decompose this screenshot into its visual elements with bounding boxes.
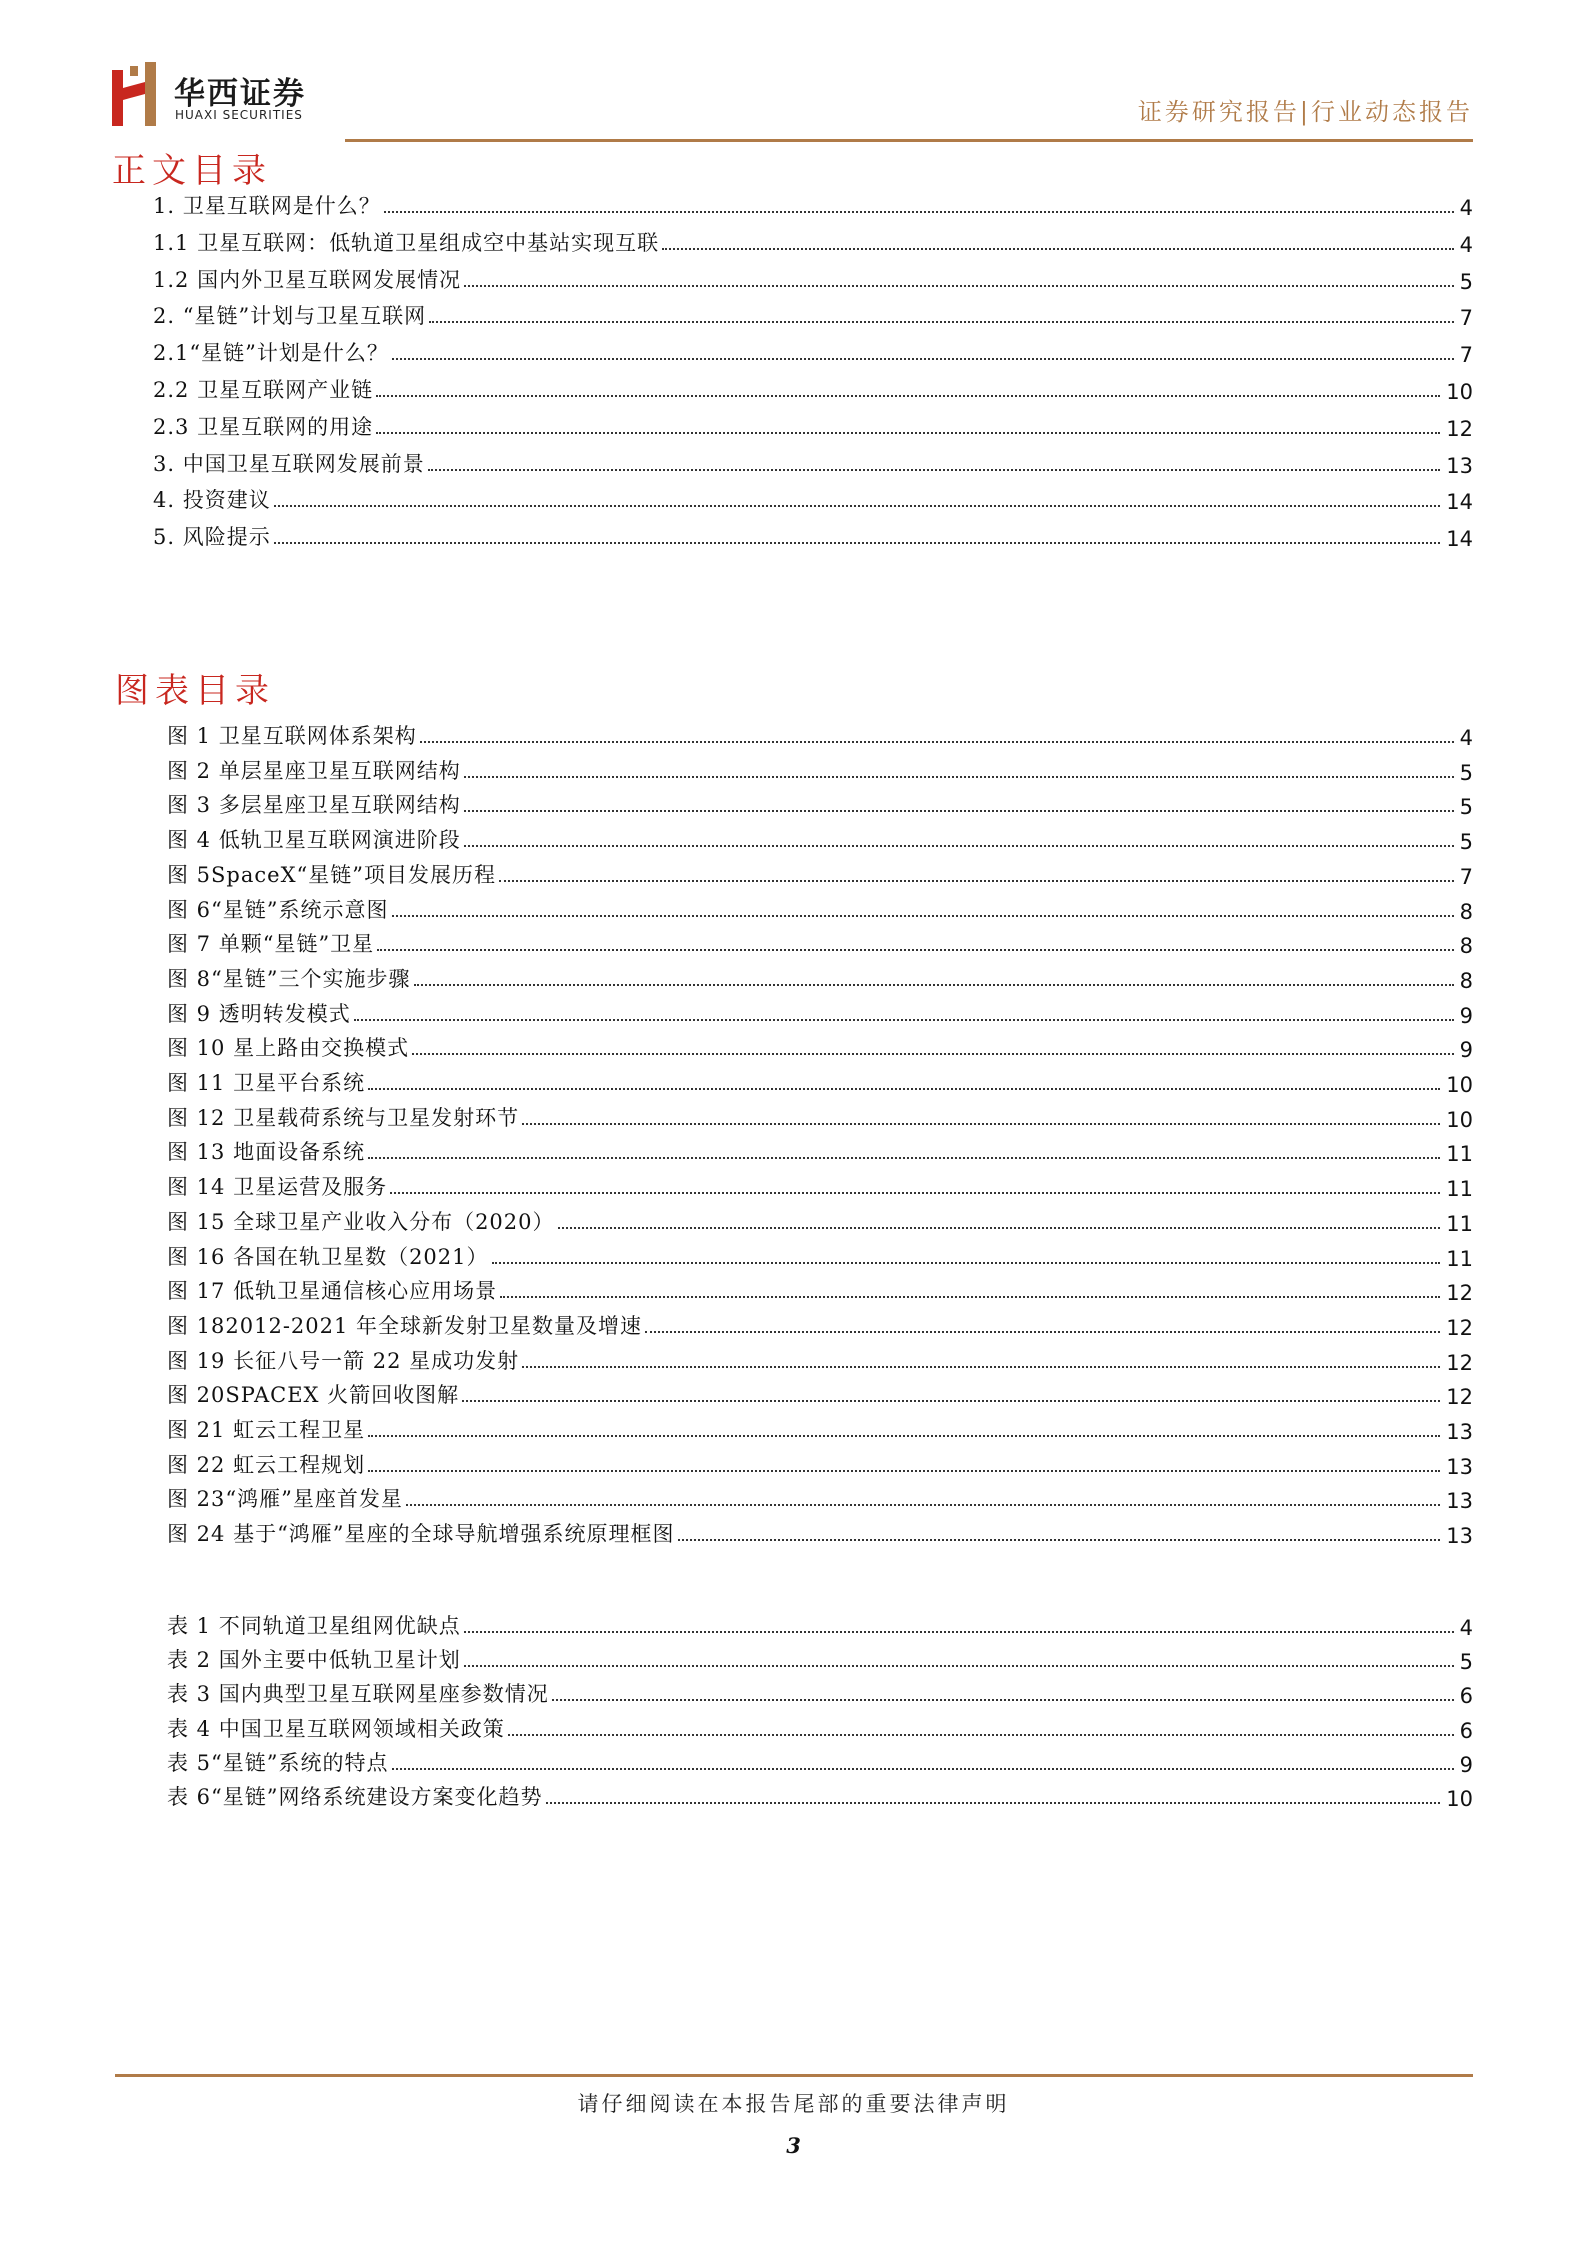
figure-entry-label: 图 10 星上路由交换模式 [167, 1036, 410, 1061]
toc-entry-page-number: 14 [1446, 527, 1473, 552]
figure-entry[interactable] [167, 1200, 1473, 1236]
figure-entry-label: 图 14 卫星运营及服务 [167, 1175, 388, 1200]
dot-leader [392, 1768, 1454, 1770]
figure-entry-label: 图 22 虹云工程规划 [167, 1452, 366, 1477]
dot-leader [500, 1296, 1440, 1298]
figure-entry[interactable] [167, 1339, 1473, 1375]
dot-leader [390, 1192, 1440, 1194]
toc-entry[interactable] [153, 515, 1473, 551]
dot-leader [522, 1366, 1440, 1368]
dot-leader [464, 776, 1454, 778]
page-header [0, 0, 1587, 150]
toc-entry-page-number: 7 [1459, 306, 1473, 331]
toc-entry-label: 1.2 国内外卫星互联网发展情况 [153, 267, 462, 292]
figure-entry-page-number: 11 [1446, 1177, 1473, 1202]
dot-leader [462, 1400, 1440, 1402]
toc-entry[interactable] [153, 258, 1473, 294]
dot-leader [464, 1665, 1454, 1667]
figure-entry[interactable] [167, 853, 1473, 889]
table-entry-page-number: 6 [1459, 1718, 1473, 1743]
dot-leader [368, 1470, 1440, 1472]
figure-entry[interactable] [167, 714, 1473, 750]
dot-leader [428, 469, 1441, 471]
figure-entry-page-number: 10 [1446, 1107, 1473, 1132]
figure-entry-page-number: 5 [1459, 830, 1473, 855]
dot-leader [392, 358, 1454, 360]
figure-entry-page-number: 8 [1459, 968, 1473, 993]
dot-leader [376, 432, 1440, 434]
figure-entry-page-number: 4 [1459, 726, 1473, 750]
figure-entry-label: 图 7 单颗“星链”卫星 [167, 932, 375, 957]
toc-entry-page-number: 5 [1459, 269, 1473, 294]
figure-entry-label: 图 4 低轨卫星互联网演进阶段 [167, 828, 461, 853]
figure-entry-label: 图 5SpaceX“星链”项目发展历程 [167, 862, 496, 887]
huaxi-logo-icon [112, 62, 162, 128]
figure-entry-label: 图 20SPACEX 火箭回收图解 [167, 1383, 460, 1408]
figure-entry[interactable] [167, 1269, 1473, 1305]
figure-entry-label: 图 3 多层星座卫星互联网结构 [167, 793, 461, 818]
figure-entry[interactable] [167, 1408, 1473, 1444]
toc-entry[interactable] [153, 184, 1473, 220]
dot-leader [368, 1435, 1440, 1437]
figure-entry-label: 图 2 单层星座卫星互联网结构 [167, 758, 461, 783]
figure-entry-label: 图 9 透明转发模式 [167, 1001, 351, 1026]
figure-entry-page-number: 5 [1459, 795, 1473, 820]
toc-entry-page-number: 12 [1446, 416, 1473, 441]
figure-entry-page-number: 11 [1446, 1246, 1473, 1271]
table-entry-page-number: 5 [1459, 1650, 1473, 1675]
figure-entry-page-number: 9 [1459, 1003, 1473, 1028]
figure-entry[interactable] [167, 749, 1473, 785]
table-entry-label: 表 2 国外主要中低轨卫星计划 [167, 1648, 461, 1673]
toc-entry-label: 2. “星链”计划与卫星互联网 [153, 304, 427, 329]
table-entry-page-number: 9 [1459, 1752, 1473, 1777]
dot-leader [354, 1019, 1454, 1021]
dot-leader [377, 949, 1453, 951]
dot-leader [368, 1088, 1440, 1090]
figure-entry-page-number: 8 [1459, 899, 1473, 924]
dot-leader [508, 1734, 1454, 1736]
dot-leader [662, 248, 1454, 250]
figure-entry-label: 图 13 地面设备系统 [167, 1140, 366, 1165]
figure-entry[interactable] [167, 818, 1473, 854]
toc-entry-page-number: 4 [1459, 232, 1473, 257]
report-type: 证券研究报告|行业动态报告 [1137, 98, 1473, 126]
figure-entry-page-number: 12 [1446, 1350, 1473, 1375]
figure-entry-label: 图 1 卫星互联网体系架构 [167, 724, 417, 748]
dot-leader [274, 542, 1441, 544]
figure-entry-label: 图 24 基于“鸿雁”星座的全球导航增强系统原理框图 [167, 1522, 675, 1547]
figure-entry-page-number: 11 [1446, 1211, 1473, 1236]
dot-leader [376, 395, 1440, 397]
figure-entry-label: 图 15 全球卫星产业收入分布（2020） [167, 1209, 555, 1234]
dot-leader [429, 321, 1453, 323]
toc-entry-label: 5. 风险提示 [153, 525, 271, 550]
figure-entry-label: 图 17 低轨卫星通信核心应用场景 [167, 1279, 498, 1304]
toc-entry[interactable] [153, 331, 1473, 367]
toc-entry-page-number: 4 [1459, 196, 1473, 220]
toc-entry-label: 2.2 卫星互联网产业链 [153, 378, 374, 402]
figure-entry[interactable] [167, 922, 1473, 958]
dot-leader [464, 845, 1454, 847]
figure-entry[interactable] [167, 1512, 1473, 1548]
table-entry-page-number: 6 [1459, 1684, 1473, 1709]
figure-entry-label: 图 21 虹云工程卫星 [167, 1418, 366, 1442]
table-entry-label: 表 5“星链”系统的特点 [167, 1750, 389, 1775]
figure-entry-label: 图 182012-2021 年全球新发射卫星数量及增速 [167, 1313, 643, 1338]
page-number: 3 [786, 2133, 801, 2158]
toc-entry-label: 1. 卫星互联网是什么？ [153, 194, 381, 218]
toc-entry-label: 4. 投资建议 [153, 488, 271, 513]
figure-entry-label: 图 11 卫星平台系统 [167, 1071, 366, 1095]
toc-entry[interactable] [153, 478, 1473, 514]
table-entry[interactable] [167, 1741, 1473, 1777]
figure-entry[interactable] [167, 1026, 1473, 1062]
toc-entry[interactable] [153, 442, 1473, 478]
dot-leader [420, 741, 1454, 743]
dot-leader [368, 1157, 1440, 1159]
figure-entry-page-number: 11 [1446, 1142, 1473, 1167]
dot-leader [414, 984, 1454, 986]
toc-entry[interactable] [153, 368, 1473, 404]
figure-entry[interactable] [167, 1165, 1473, 1201]
dot-leader [678, 1539, 1441, 1541]
dot-leader [464, 1631, 1454, 1633]
figure-entry-page-number: 13 [1446, 1489, 1473, 1514]
dot-leader [552, 1699, 1454, 1701]
dot-leader [499, 880, 1454, 882]
table-entry[interactable] [167, 1672, 1473, 1708]
toc-entry[interactable] [153, 294, 1473, 330]
figure-entry[interactable] [167, 1477, 1473, 1513]
logo-chinese-name: 华西证券 [174, 76, 306, 112]
company-logo [112, 62, 322, 132]
figure-entry-page-number: 12 [1446, 1281, 1473, 1306]
dot-leader [392, 915, 1454, 917]
figure-entry[interactable] [167, 1443, 1473, 1479]
dot-leader [274, 505, 1441, 507]
figure-entry[interactable] [167, 1096, 1473, 1132]
toc-entry-page-number: 13 [1446, 453, 1473, 478]
dot-leader [464, 810, 1454, 812]
figure-entry-label: 图 19 长征八号一箭 22 星成功发射 [167, 1348, 520, 1373]
toc-entry-label: 2.3 卫星互联网的用途 [153, 414, 374, 439]
dot-leader [464, 285, 1454, 287]
figure-entry[interactable] [167, 783, 1473, 819]
figure-entry-label: 图 6“星链”系统示意图 [167, 897, 389, 922]
figure-entry-page-number: 10 [1446, 1073, 1473, 1097]
table-entry[interactable] [167, 1604, 1473, 1640]
figure-entry-label: 图 8“星链”三个实施步骤 [167, 966, 411, 991]
toc-entry[interactable] [153, 405, 1473, 441]
legal-notice: 请仔细阅读在本报告尾部的重要法律声明 [577, 2092, 1010, 2116]
toc-entry-label: 3. 中国卫星互联网发展前景 [153, 451, 425, 476]
logo-english-name: HUAXI SECURITIES [175, 108, 303, 122]
figure-entry[interactable] [167, 888, 1473, 924]
table-entry-label: 表 3 国内典型卫星互联网星座参数情况 [167, 1682, 549, 1707]
toc-entry-label: 1.1 卫星互联网：低轨道卫星组成空中基站实现互联 [153, 230, 660, 255]
figure-entry[interactable] [167, 1304, 1473, 1340]
dot-leader [412, 1053, 1454, 1055]
figures-title: 图表目录 [115, 671, 275, 711]
figure-entry-label: 图 12 卫星载荷系统与卫星发射环节 [167, 1105, 520, 1130]
toc-title: 正文目录 [112, 151, 272, 191]
table-entry-label: 表 4 中国卫星互联网领域相关政策 [167, 1716, 505, 1741]
figure-entry-page-number: 5 [1459, 760, 1473, 785]
toc-entry-page-number: 7 [1459, 343, 1473, 368]
dot-leader [522, 1123, 1440, 1125]
table-entry-label: 表 6“星链”网络系统建设方案变化趋势 [167, 1785, 543, 1809]
figure-entry-page-number: 9 [1459, 1038, 1473, 1063]
toc-entry[interactable] [153, 221, 1473, 257]
figure-entry-page-number: 12 [1446, 1385, 1473, 1410]
figure-entry[interactable] [167, 1373, 1473, 1409]
figure-entry-page-number: 13 [1446, 1524, 1473, 1549]
toc-entry-label: 2.1“星链”计划是什么？ [153, 341, 389, 366]
figure-entry-page-number: 7 [1459, 864, 1473, 889]
table-entry[interactable] [167, 1707, 1473, 1743]
figure-entry[interactable] [167, 957, 1473, 993]
table-entry-label: 表 1 不同轨道卫星组网优缺点 [167, 1614, 461, 1638]
figure-entry-page-number: 8 [1459, 934, 1473, 959]
dot-leader [558, 1227, 1441, 1229]
dot-leader [546, 1802, 1441, 1804]
dot-leader [492, 1262, 1441, 1264]
figure-entry-page-number: 13 [1446, 1420, 1473, 1444]
table-entry[interactable] [167, 1638, 1473, 1674]
figure-entry-label: 图 23“鸿雁”星座首发星 [167, 1487, 403, 1512]
table-entry-page-number: 10 [1446, 1787, 1473, 1811]
toc-entry-page-number: 10 [1446, 380, 1473, 404]
header-divider [345, 139, 1473, 142]
figure-entry[interactable] [167, 992, 1473, 1028]
table-entry[interactable] [167, 1775, 1473, 1811]
footer-divider [115, 2074, 1473, 2077]
figure-entry-label: 图 16 各国在轨卫星数（2021） [167, 1244, 489, 1269]
dot-leader [384, 211, 1454, 213]
figure-entry[interactable] [167, 1130, 1473, 1166]
table-entry-page-number: 4 [1459, 1616, 1473, 1640]
figure-entry-page-number: 13 [1446, 1454, 1473, 1479]
dot-leader [406, 1504, 1440, 1506]
dot-leader [645, 1331, 1440, 1333]
toc-entry-page-number: 14 [1446, 490, 1473, 515]
figure-entry[interactable] [167, 1061, 1473, 1097]
figure-entry[interactable] [167, 1235, 1473, 1271]
figure-entry-page-number: 12 [1446, 1315, 1473, 1340]
